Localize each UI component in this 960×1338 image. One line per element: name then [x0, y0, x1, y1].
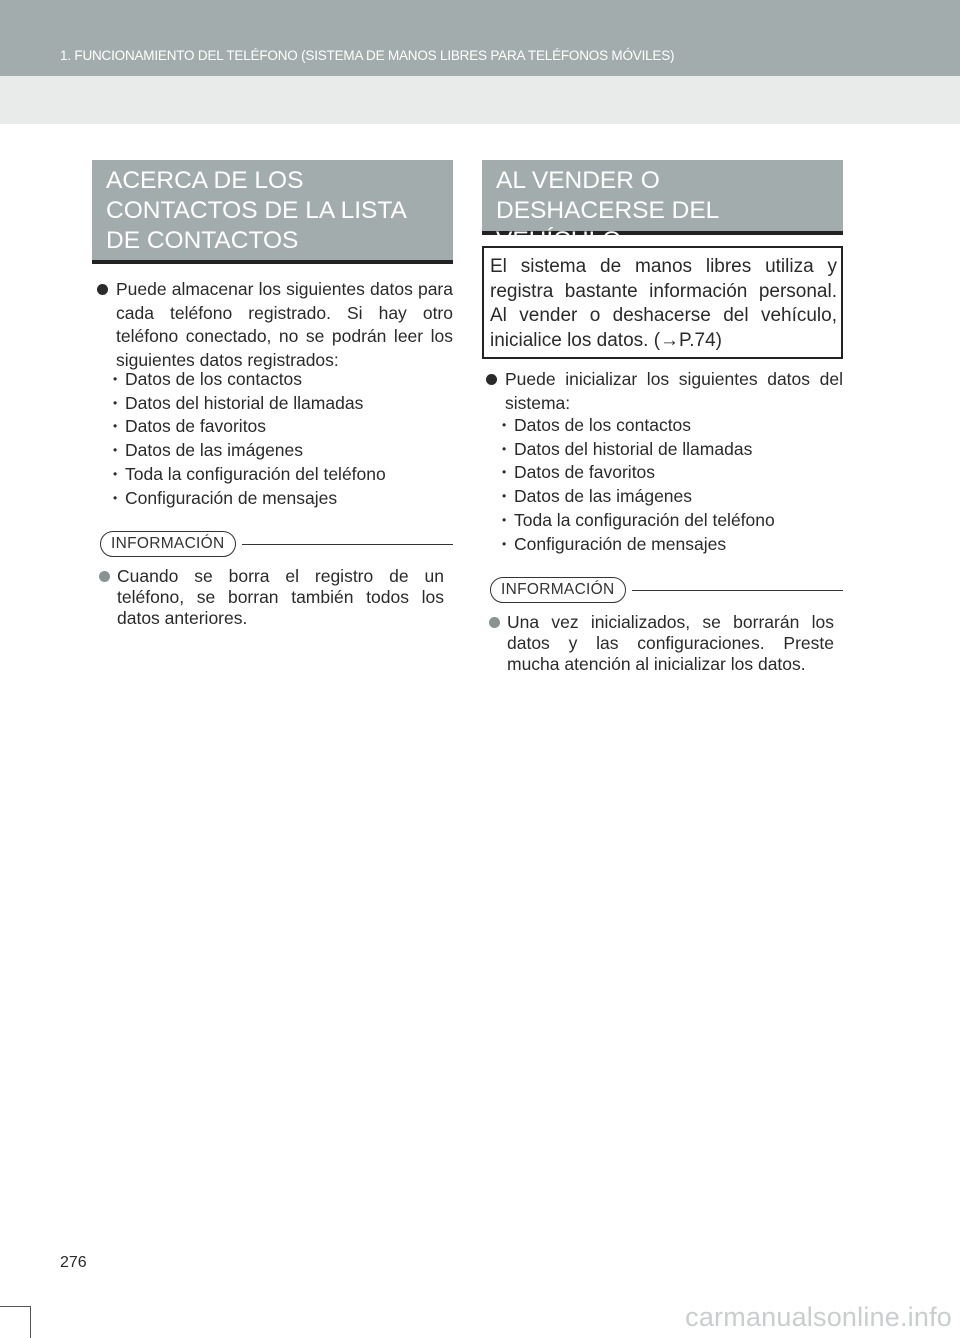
- reset-bullet: [486, 368, 843, 415]
- reset-bullet-text: Puede inicializar los siguientes datos del sistema:: [505, 369, 843, 413]
- info-bullet-icon: [99, 571, 110, 582]
- list-item: • Datos de favoritos: [113, 415, 453, 439]
- info-bullet-icon: [489, 617, 500, 628]
- list-item: • Datos de las imágenes: [113, 439, 453, 463]
- crop-mark: [30, 1306, 31, 1338]
- list-item: • Configuración de mensajes: [502, 533, 842, 557]
- list-item: • Toda la configuración del teléfono: [113, 463, 453, 487]
- info-divider: [242, 544, 453, 545]
- bullet-dot-icon: [486, 374, 497, 385]
- bullet-dot-icon: [97, 284, 108, 295]
- info-label: INFORMACIÓN: [490, 577, 626, 603]
- watermark: carmanualsonline.info: [685, 1302, 952, 1332]
- list-item: • Datos de las imágenes: [502, 485, 842, 509]
- contacts-data-list: [113, 368, 453, 510]
- info-divider: [632, 590, 843, 591]
- section-heading-selling: AL VENDER O DESHACERSE DEL VEHÍCULO: [482, 160, 843, 235]
- intro-box: [482, 246, 843, 359]
- reset-data-list: [502, 414, 842, 556]
- list-item: • Datos de favoritos: [502, 461, 842, 485]
- contacts-bullet: [97, 278, 453, 372]
- section-heading-contacts: ACERCA DE LOS CONTACTOS DE LA LISTA DE CONTACTOS: [92, 160, 453, 264]
- info-note-text: Una vez inicializados, se borrarán los datos y las configuraciones. Preste mucha atención al inicializar los datos.: [507, 612, 834, 674]
- crop-mark: [0, 1306, 30, 1307]
- page-number: 276: [60, 1254, 87, 1271]
- running-title: 1. FUNCIONAMIENTO DEL TELÉFONO (SISTEMA DE MANOS LIBRES PARA TELÉFONOS MÓVILES): [60, 48, 675, 63]
- info-note: [489, 612, 834, 675]
- list-item: • Datos del historial de llamadas: [502, 438, 842, 462]
- list-item: • Datos de los contactos: [113, 368, 453, 392]
- info-note: [99, 566, 444, 629]
- header-bar: [0, 0, 960, 76]
- list-item: • Configuración de mensajes: [113, 487, 453, 511]
- intro-text: El sistema de manos libres utiliza y registra bastante información personal. Al vender o deshacerse del vehículo, inicialice los datos. (→P.74): [490, 256, 837, 351]
- contacts-bullet-text: Puede almacenar los siguientes datos para cada teléfono registrado. Si hay otro teléfono conectado, no se podrán leer los siguientes datos registrados:: [116, 279, 453, 370]
- list-item: • Datos de los contactos: [502, 414, 842, 438]
- info-label: INFORMACIÓN: [100, 531, 236, 557]
- list-item: • Datos del historial de llamadas: [113, 392, 453, 416]
- info-note-text: Cuando se borra el registro de un teléfono, se borran también todos los datos anteriores.: [117, 566, 444, 628]
- list-item: • Toda la configuración del teléfono: [502, 509, 842, 533]
